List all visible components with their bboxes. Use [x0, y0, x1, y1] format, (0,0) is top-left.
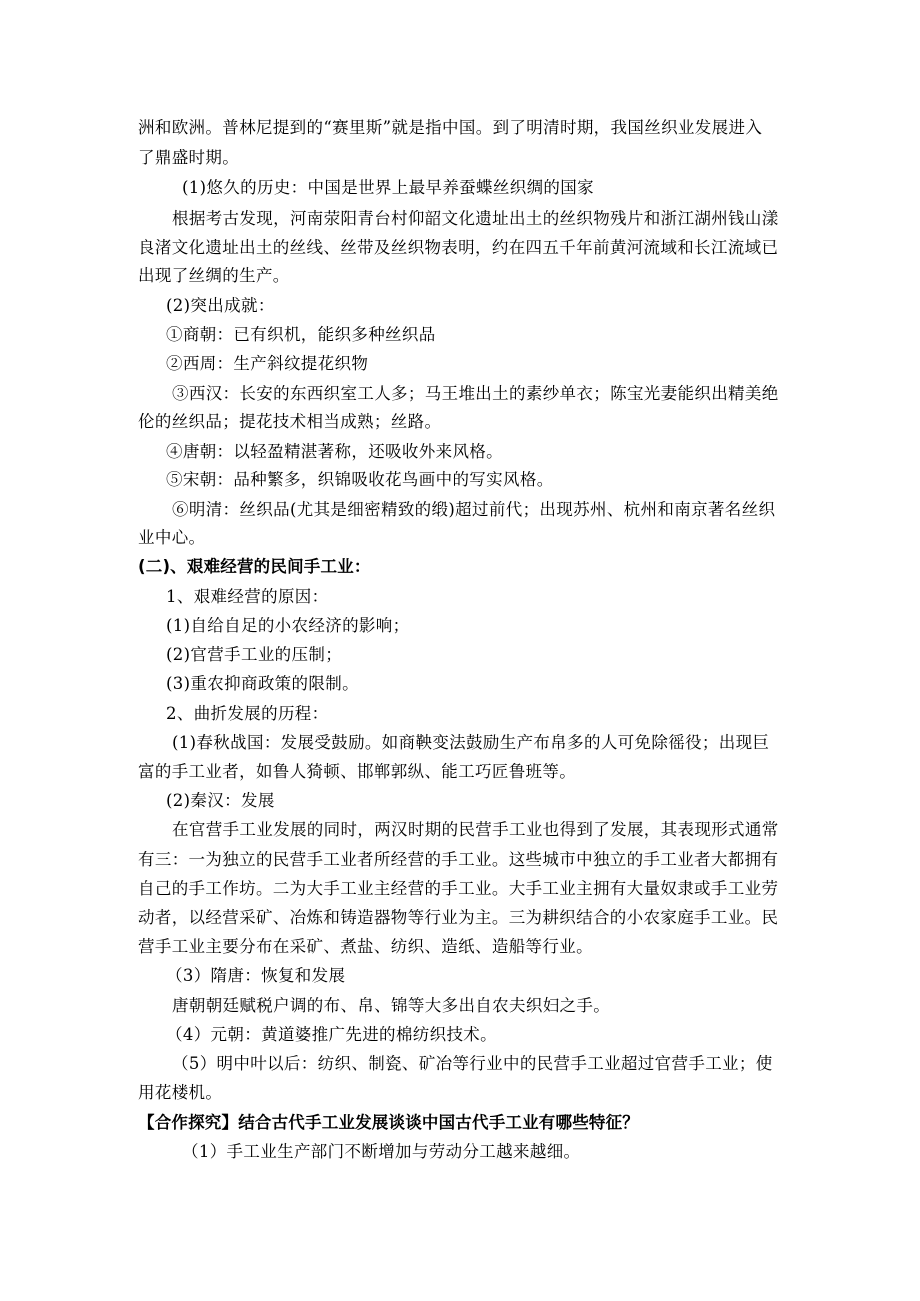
text-line: 在官营手工业发展的同时，两汉时期的民营手工业也得到了发展，其表现形式通常: [172, 820, 779, 839]
text-line: 富的手工业者，如鲁人猗顿、邯郸郭纵、能工巧匠鲁班等。: [138, 762, 577, 781]
text-line: ⑥明清：丝织品(尤其是细密精致的缎)超过前代；出现苏州、杭州和南京著名丝织: [172, 500, 776, 519]
text-line: (1)自给自足的小农经济的影响；: [166, 616, 410, 635]
text-line: (3)重农抑商政策的限制。: [166, 674, 359, 693]
text-line: ④唐朝：以轻盈精湛著称，还吸收外来风格。: [166, 442, 503, 461]
text-line: 用花楼机。: [138, 1083, 223, 1102]
text-line: ①商朝：已有织机，能织多种丝织品: [166, 325, 436, 344]
text-line: （1）手工业生产部门不断增加与劳动分工越来越细。: [182, 1142, 581, 1161]
text-line: 出现了丝绸的生产。: [138, 266, 290, 285]
text-line: 自己的手工作坊。二为大手工业主经营的手工业。大手工业主拥有大量奴隶或手工业劳: [138, 879, 779, 898]
section-heading: 【合作探究】结合古代手工业发展谈谈中国古代手工业有哪些特征？: [138, 1113, 639, 1132]
text-line: (2)突出成就：: [166, 296, 275, 315]
text-line: （4）元朝：黄道婆推广先进的棉纺织技术。: [166, 1025, 497, 1044]
text-line: 良渚文化遗址出土的丝线、丝带及丝织物表明，约在四五千年前黄河流域和长江流域已: [138, 238, 779, 257]
text-line: 唐朝朝廷赋税户调的布、帛、锦等大多出自农夫织妇之手。: [172, 996, 611, 1015]
text-line: (2)秦汉：发展: [166, 791, 275, 810]
text-line: 动者，以经营采矿、冶炼和铸造器物等行业为主。三为耕织结合的小农家庭手工业。民: [138, 908, 779, 927]
text-line: 伦的丝织品；提花技术相当成熟；丝路。: [138, 412, 442, 431]
text-line: ③西汉：长安的东西织室工人多；马王堆出土的素纱单衣；陈宝光妻能织出精美绝: [172, 384, 779, 403]
text-line: 有三：一为独立的民营手工业者所经营的手工业。这些城市中独立的手工业者大都拥有: [138, 850, 779, 869]
text-line: (1)悠久的历史：中国是世界上最早养蚕蝶丝织绸的国家: [182, 178, 594, 197]
text-line: 了鼎盛时期。: [138, 148, 240, 167]
text-line: 根据考古发现，河南荥阳青台村仰韶文化遗址出土的丝织物残片和浙江湖州钱山漾: [172, 209, 779, 228]
text-line: ⑤宋朝：品种繁多，织锦吸收花鸟画中的写实风格。: [166, 470, 554, 489]
text-line: 业中心。: [138, 528, 206, 547]
text-line: （5）明中叶以后：纺织、制瓷、矿冶等行业中的民营手工业超过官营手工业；使: [172, 1054, 773, 1073]
text-line: 洲和欧洲。普林尼提到的“赛里斯”就是指中国。到了明清时期，我国丝织业发展进入: [138, 118, 763, 137]
text-line: (1)春秋战国：发展受鼓励。如商鞅变法鼓励生产布帛多的人可免除徭役；出现巨: [172, 733, 770, 752]
text-line: 1、艰难经营的原因：: [166, 587, 329, 606]
text-line: （3）隋唐：恢复和发展: [166, 966, 346, 985]
text-line: (2)官营手工业的压制；: [166, 645, 343, 664]
text-line: 2、曲折发展的历程：: [166, 704, 329, 723]
text-line: 营手工业主要分布在采矿、煮盐、纺织、造纸、造船等行业。: [138, 937, 593, 956]
section-heading: (二)、艰难经营的民间手工业：: [138, 557, 371, 576]
text-line: ②西周：生产斜纹提花织物: [166, 354, 369, 373]
